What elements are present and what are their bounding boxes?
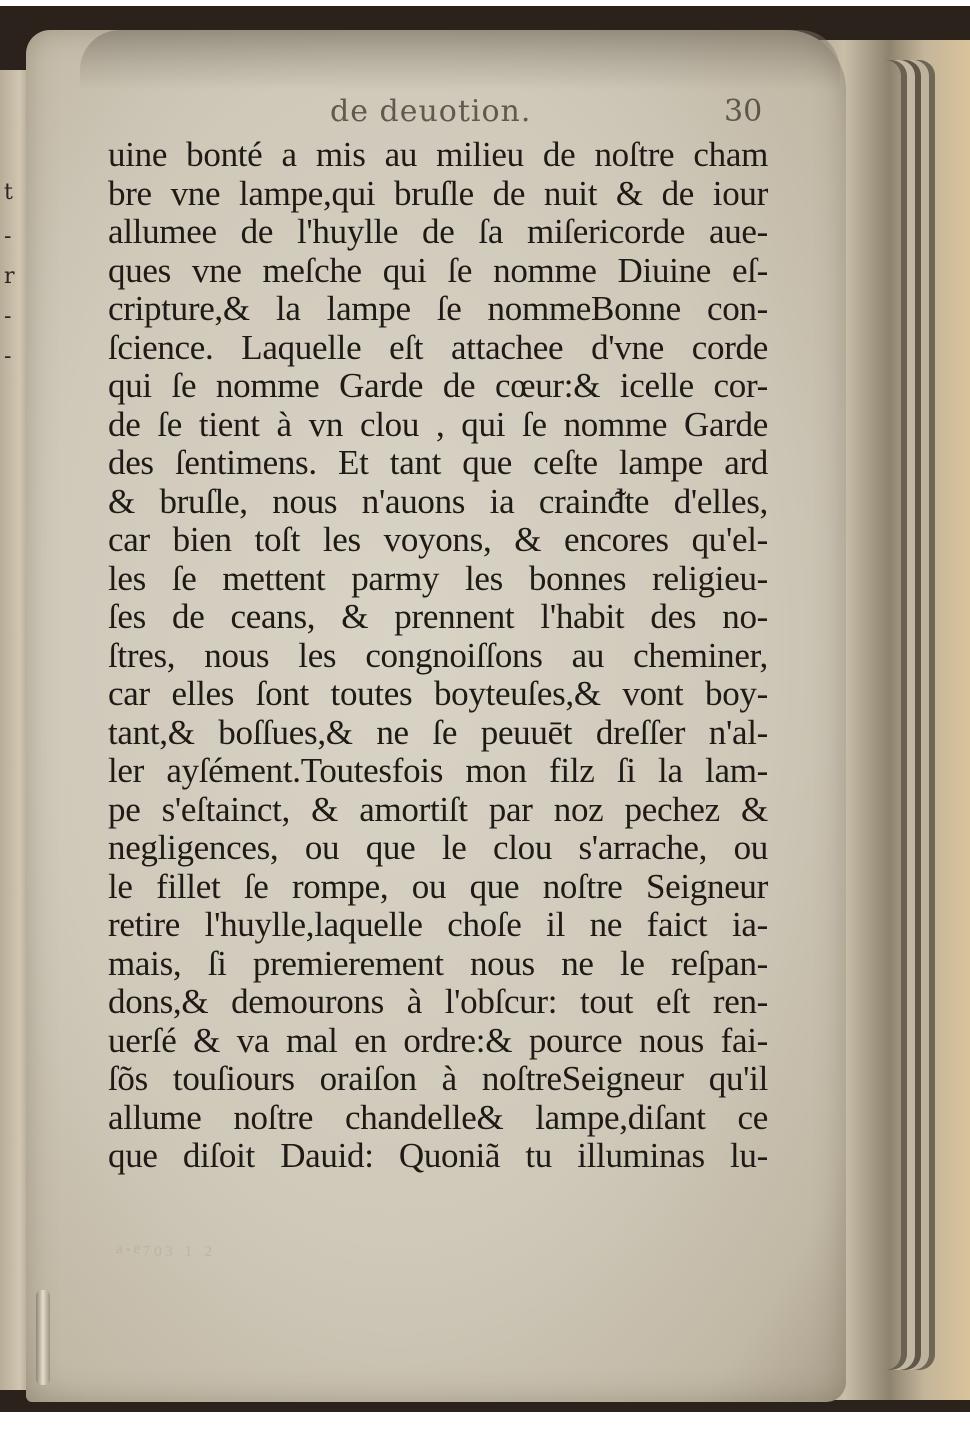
- text-line: uerſé & va mal en ordre:& pource nous fai-: [108, 1021, 768, 1060]
- text-line: allume noſtre chandelle& lampe,diſant ce: [108, 1098, 768, 1137]
- text-line: ſcience. Laquelle eſt attachee d'vne corde: [108, 328, 768, 367]
- text-line: ſõs touſiours oraiſon à noſtreSeigneur qu'il: [108, 1060, 768, 1098]
- text-line: ſtres, nous les congnoiſſons au cheminer,: [108, 636, 768, 675]
- text-line: pe s'eſtainct, & amortiſt par noz pechez &: [108, 790, 768, 829]
- facing-page-mark: -: [4, 344, 12, 369]
- facing-page-mark: t: [4, 180, 13, 205]
- text-line: bre vne lampe,qui bruſle de nuit & de iour: [108, 174, 768, 213]
- text-line: uine bonté a mis au milieu de noſtre cham: [108, 136, 768, 174]
- text-line: dons,& demourons à l'obſcur: tout eſt ren-: [108, 983, 768, 1021]
- facing-page-mark: r: [4, 264, 15, 289]
- text-line: car elles ſont toutes boyteuſes,& vont boy-: [108, 675, 768, 713]
- text-line: mais, ſi premierement nous ne le reſpan-: [108, 944, 768, 983]
- text-line: les ſe mettent parmy les bonnes religieu-: [108, 559, 768, 598]
- text-line: negligences, ou que le clou s'arrache, ou: [108, 829, 768, 867]
- facing-page-mark: -: [4, 304, 12, 329]
- text-line: tant,& boſſues,& ne ſe peuuēt dreſſer n'al-: [108, 713, 768, 752]
- text-line: que diſoit Dauid: Quoniã tu illuminas lu-: [108, 1137, 768, 1175]
- text-line: ques vne meſche qui ſe nomme Diuine eſ-: [108, 251, 768, 290]
- text-line: ſes de ceans, & prennent l'habit des no-: [108, 598, 768, 636]
- running-head: de deuotion.: [330, 94, 532, 129]
- text-line: ler ayſément.Toutesfois mon filz ſi la lam-: [108, 752, 768, 790]
- text-line: retire l'huylle,laquelle choſe il ne faict ia-: [108, 906, 768, 944]
- binding-thread: [36, 1290, 50, 1385]
- image-top-border: [0, 0, 970, 6]
- text-line: allumee de l'huylle de ſa miſericorde aue-: [108, 213, 768, 251]
- text-line: de ſe tient à vn clou , qui ſe nomme Garde: [108, 405, 768, 444]
- text-line: car bien toſt les voyons, & encores qu'el-: [108, 521, 768, 559]
- text-line: qui ſe nomme Garde de cœur:& icelle cor-: [108, 367, 768, 405]
- page-number: 30: [724, 94, 763, 129]
- text-line: des ſentimens. Et tant que ceſte lampe ard: [108, 444, 768, 482]
- body-text: [108, 136, 768, 1176]
- text-line: & bruſle, nous n'auons ia crainᵭte d'elles,: [108, 482, 768, 521]
- page-curl-shadow: [80, 30, 840, 90]
- show-through-text: ₐ.ₑ₇₀₃ ₁ ₂: [116, 1228, 215, 1257]
- facing-page-mark: -: [4, 224, 12, 249]
- text-line: cripture,& la lampe ſe nommeBonne con-: [108, 290, 768, 328]
- image-bottom-border: [0, 1412, 970, 1433]
- text-line: le fillet ſe rompe, ou que noſtre Seigneur: [108, 867, 768, 906]
